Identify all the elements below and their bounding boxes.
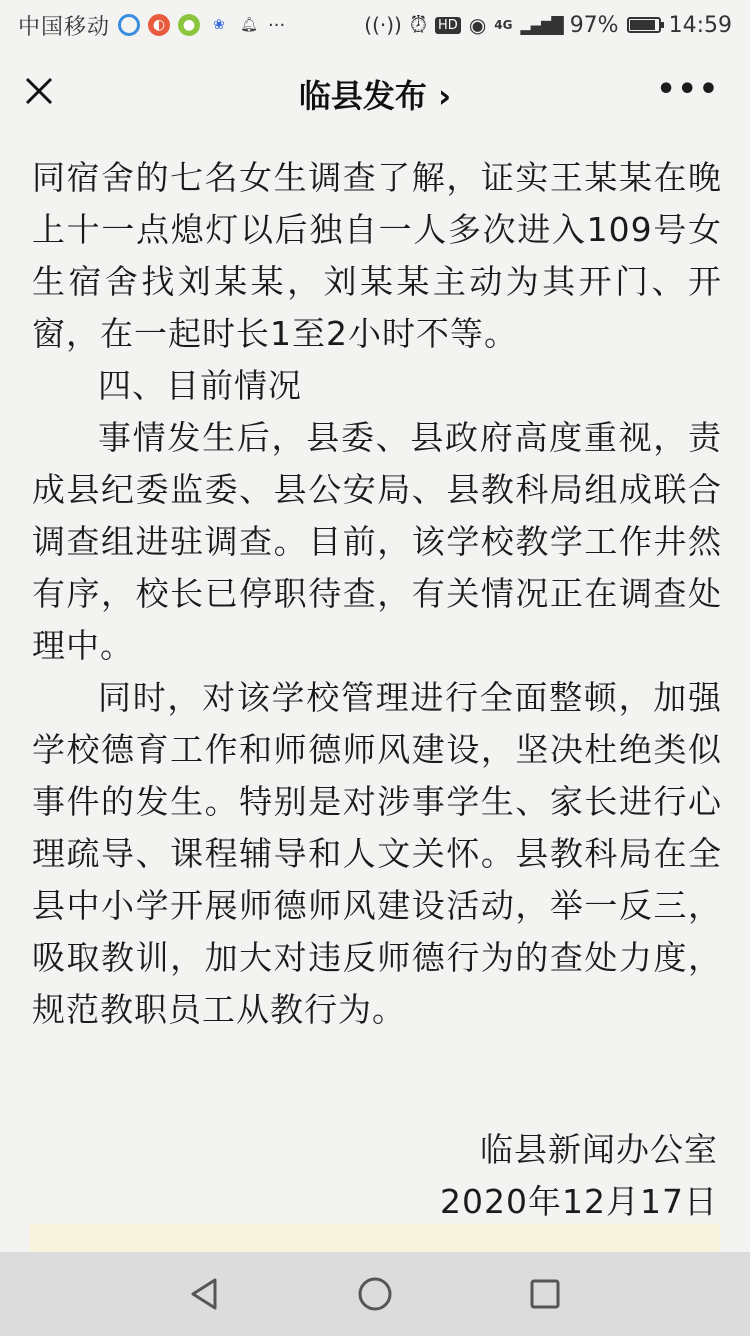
status-bar: [0, 0, 750, 50]
app-icon-2: ●: [178, 14, 200, 36]
battery-icon: [627, 17, 661, 33]
status-left: [18, 10, 364, 41]
signature-date: 2020年12月17日: [440, 1182, 718, 1221]
home-icon[interactable]: [355, 1274, 395, 1314]
carrier-label: 中国移动: [18, 14, 111, 40]
close-icon[interactable]: [22, 74, 56, 108]
status-right: [364, 13, 732, 38]
footer-strip: [30, 1224, 720, 1254]
battery-fill: [630, 20, 655, 30]
hd-icon: HD: [435, 17, 461, 34]
paragraph-response: 事情发生后，县委、县政府高度重视，责成县纪委监委、县公安局、县教科局组成联合调查组进驻调查。目前，该学校教学工作井然有序，校长已停职待查，有关情况正在调查处理中。: [32, 418, 722, 665]
signature-office: 临县新闻办公室: [480, 1130, 718, 1169]
paw-icon: ❀: [213, 17, 225, 33]
hotspot-icon: ((·)): [364, 13, 402, 37]
bell-icon: 🔔︎: [240, 17, 258, 33]
more-dots-icon: ···: [268, 14, 286, 36]
back-icon[interactable]: [185, 1274, 225, 1314]
nav-bar: [0, 50, 750, 138]
paragraph-investigation: 同宿舍的七名女生调查了解，证实王某某在晚上十一点熄灯以后独自一人多次进入109号女生宿舍找刘某某，刘某某主动为其开门、开窗，在一起时长1至2小时不等。: [32, 158, 722, 353]
network-label: 4G: [494, 18, 513, 32]
system-nav-bar: [0, 1252, 750, 1336]
clock: 14:59: [668, 12, 732, 38]
eye-icon: ◉: [468, 13, 487, 37]
alarm-icon: ⏰︎: [409, 12, 428, 38]
more-options-icon[interactable]: •••: [656, 72, 720, 107]
browser-icon: [118, 14, 140, 36]
signal-icon: ▂▄▆█: [520, 15, 562, 35]
app-icon: ◐: [148, 14, 170, 36]
recents-icon[interactable]: [525, 1274, 565, 1314]
battery-percent: 97%: [569, 12, 619, 38]
article-body: [32, 138, 722, 1250]
paragraph-rectification: 同时，对该学校管理进行全面整顿，加强学校德育工作和师德师风建设，坚决杜绝类似事件的发生。特别是对涉事学生、家长进行心理疏导、课程辅导和人文关怀。县教科局在全县中小学开展师德师风建设活动，举一反三，吸取教训，加大对违反师德行为的查处力度，规范教职员工从教行为。: [32, 678, 722, 1029]
nav-title-link[interactable]: 临县发布 ›: [298, 77, 452, 115]
section-heading-current-situation: 四、目前情况: [98, 366, 302, 405]
